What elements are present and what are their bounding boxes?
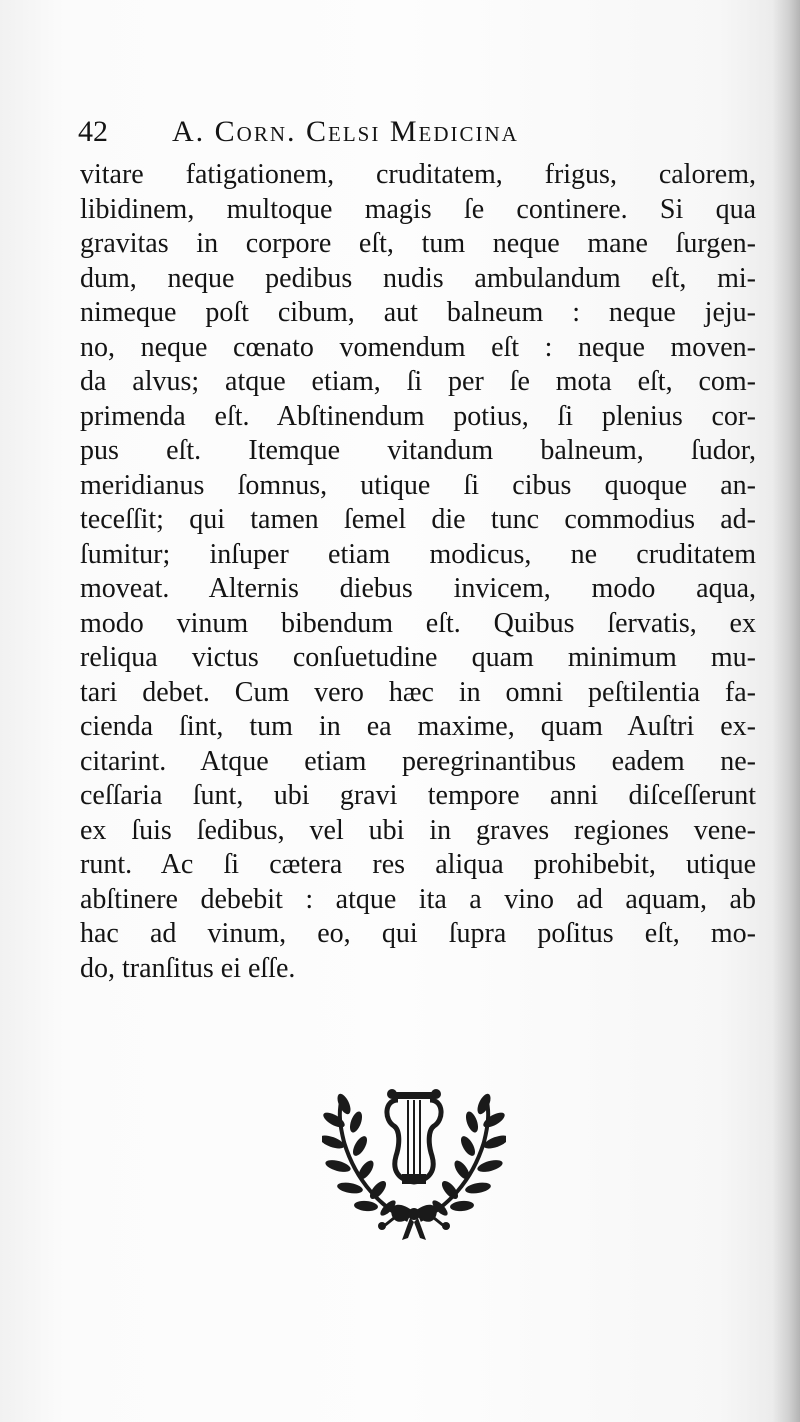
text-line: reliqua victus conſuetudine quam minimum mu- [80,642,756,673]
text-line: hac ad vinum, eo, qui ſupra poſitus eſt, mo- [80,918,756,949]
text-line: ceſſaria ſunt, ubi gravi tempore anni diſceſſerunt [80,780,756,811]
text-line: no, neque cœnato vomendum eſt : neque moven- [80,331,756,363]
text-line: libidinem, multoque magis ſe continere. Si qua [80,193,756,225]
text-line: ſumitur; inſuper etiam modicus, ne cruditatem [80,538,756,570]
lyre-with-laurel-wreath-icon [322,1080,506,1244]
text-line: da alvus; atque etiam, ſi per ſe mota eſt, com- [80,366,756,397]
page-header [78,112,758,152]
page-edge-shadow [772,0,800,1422]
text-line: pus eſt. Itemque vitandum balneum, ſudor, [80,435,756,466]
running-head: A. Corn. Celsi Medicina [172,115,519,148]
text-line: abſtinere debebit : atque ita a vino ad aquam, ab [80,883,756,915]
text-line: nimeque poſt cibum, aut balneum : neque jeju- [80,297,756,328]
text-line: primenda eſt. Abſtinendum potius, ſi plenius cor- [80,400,756,432]
page-number: 42 [78,115,108,148]
text-line: meridianus ſomnus, utique ſi cibus quoque an- [80,469,756,501]
text-line: dum, neque pedibus nudis ambulandum eſt, mi- [80,262,756,294]
text-line: tari debet. Cum vero hæc in omni peſtilentia fa- [80,676,756,708]
text-line: gravitas in corpore eſt, tum neque mane ſurgen- [80,228,756,259]
text-line: runt. Ac ſi cætera res aliqua prohibebit, utique [80,849,756,880]
text-line: citarint. Atque etiam peregrinantibus eadem ne- [80,745,756,777]
text-line: ex ſuis ſedibus, vel ubi in graves regiones vene- [80,814,756,846]
text-line: vitare fatigationem, cruditatem, frigus, calorem, [80,159,756,190]
text-line: cienda ſint, tum in ea maxime, quam Auſtri ex- [80,711,756,742]
text-line: teceſſit; qui tamen ſemel die tunc commodius ad- [80,504,756,535]
body-text [80,158,756,986]
text-line: do, tranſitus ei eſſe. [80,952,296,984]
text-line: modo vinum bibendum eſt. Quibus ſervatis, ex [80,607,756,639]
text-line: moveat. Alternis diebus invicem, modo aqua, [80,573,756,604]
